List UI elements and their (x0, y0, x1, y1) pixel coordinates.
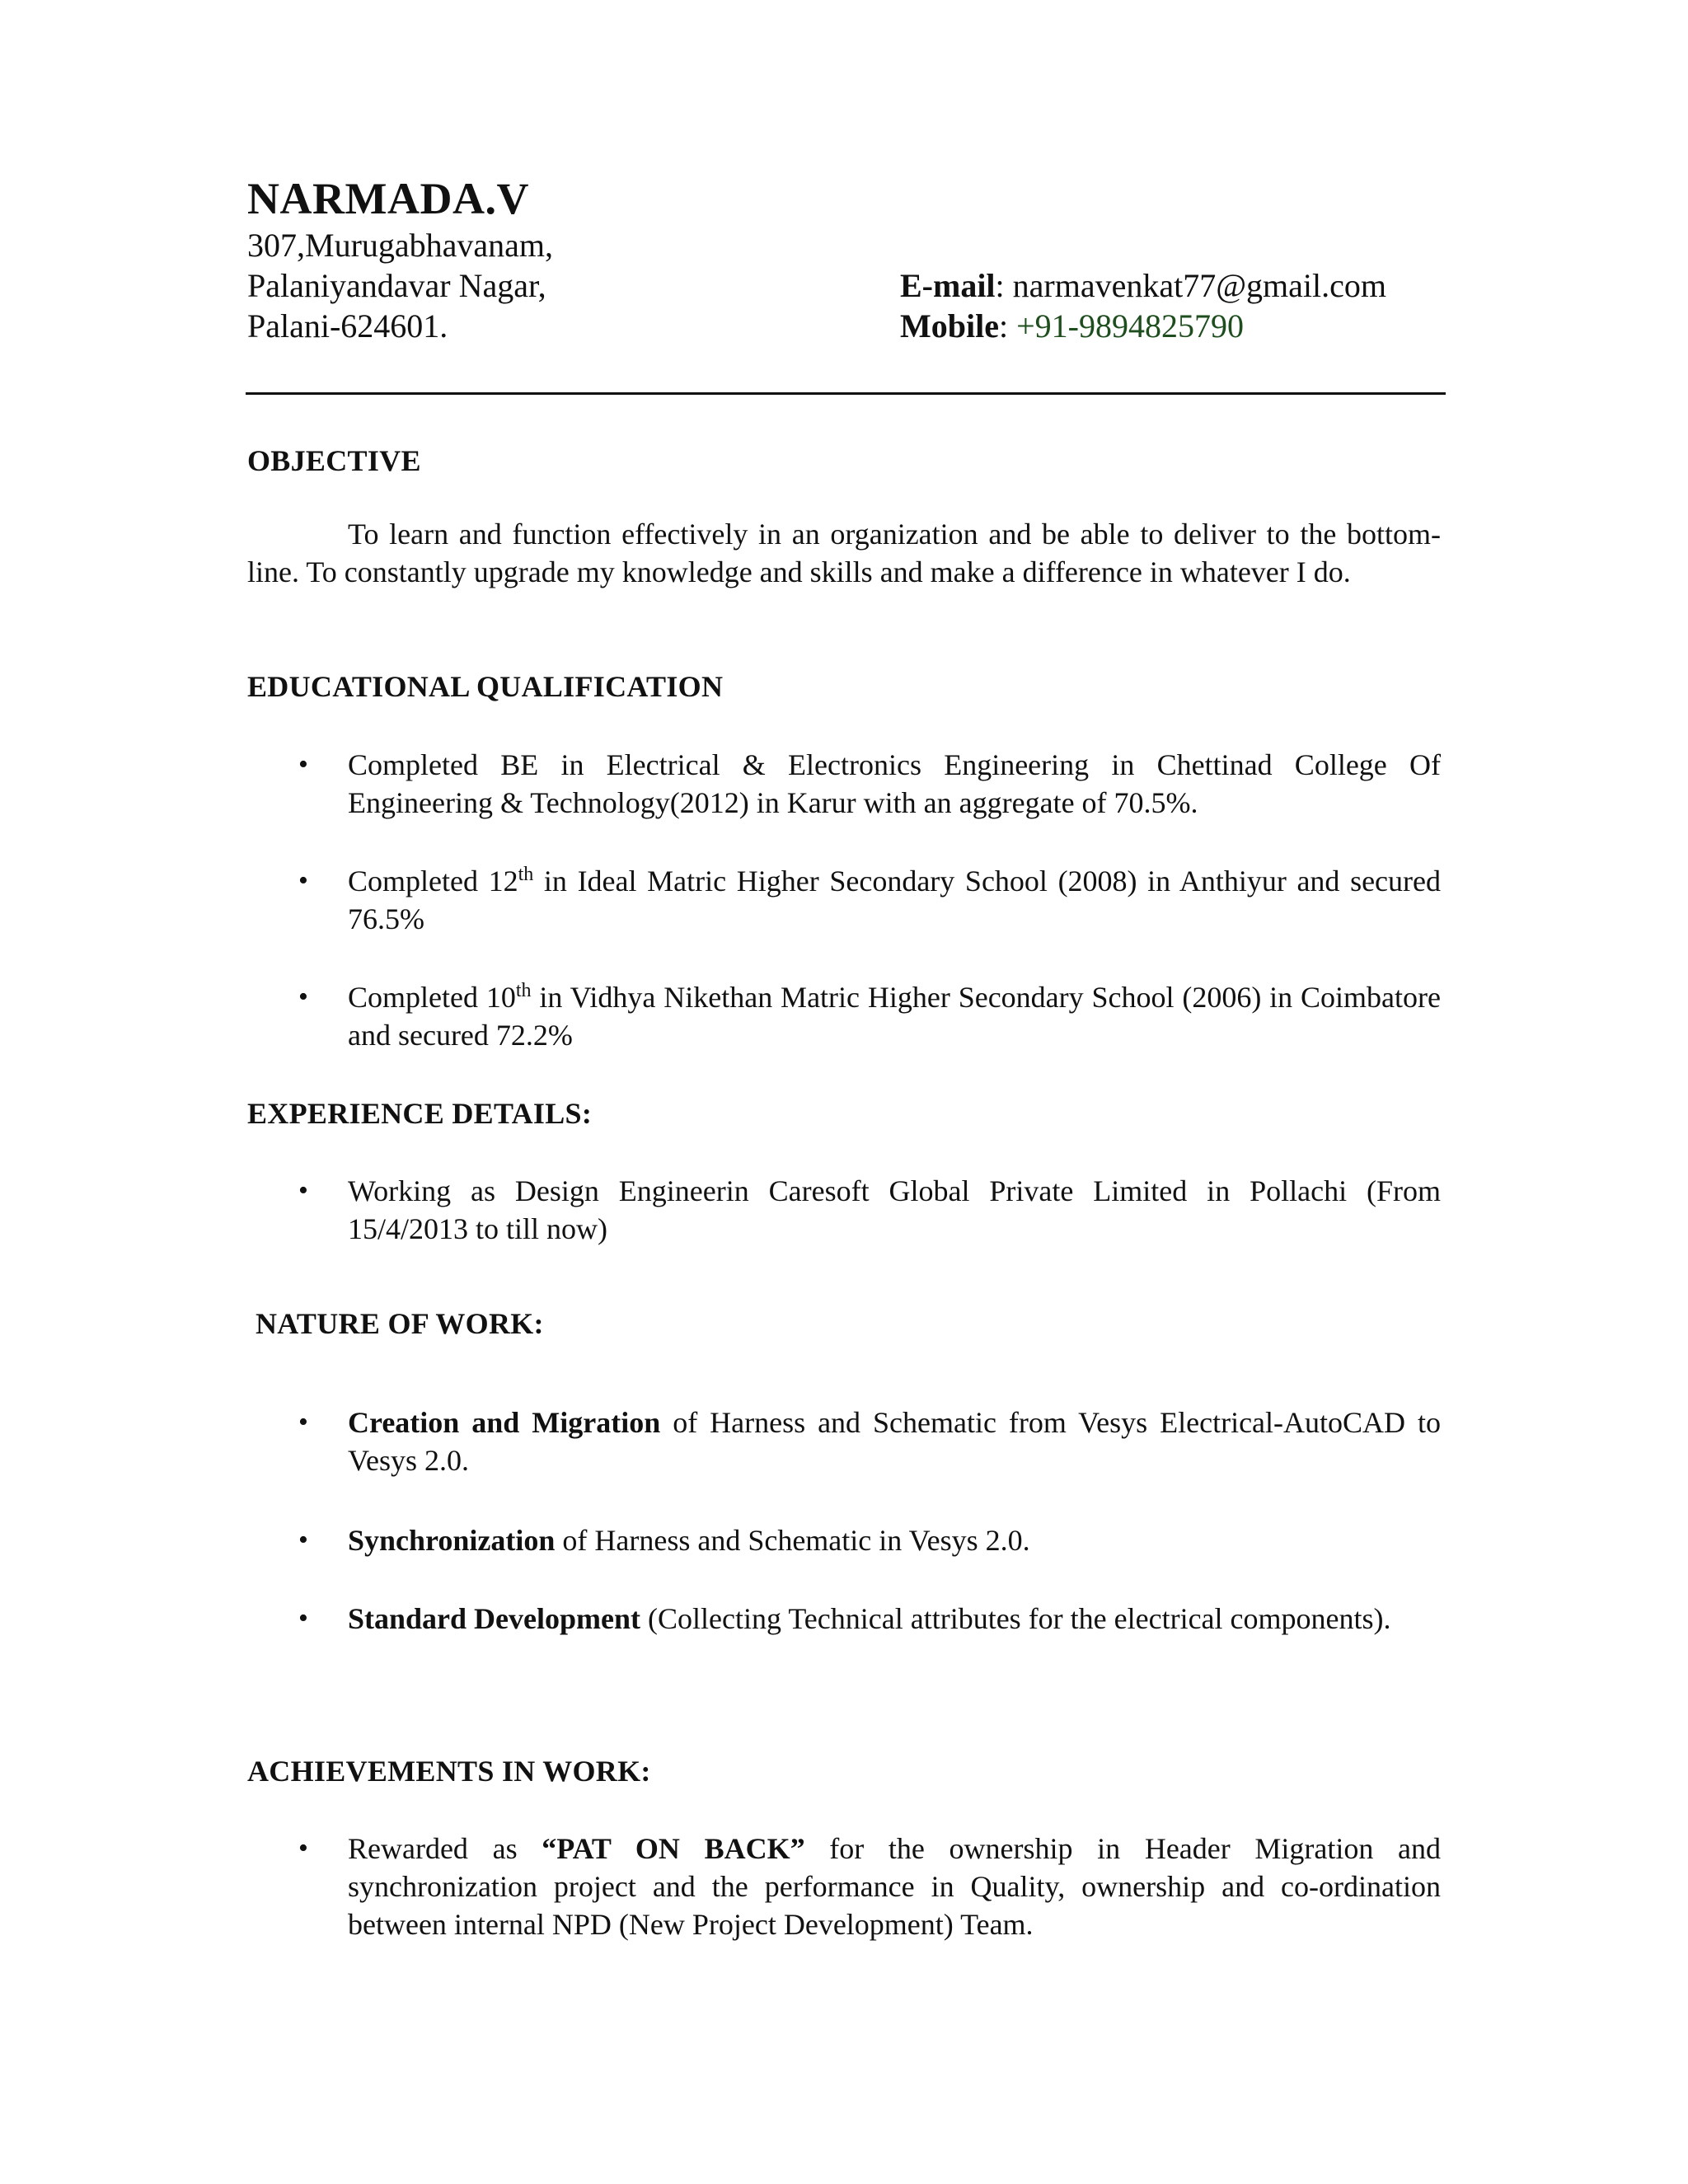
nature-item-creation (298, 1404, 1441, 1479)
achievement-text-post: for the ownership in Header Migration and synchronization project and the performance in Quality, ownership and co-ordination between internal NPD (New Project Development) Team. (348, 1832, 1442, 1941)
bullet-icon: • (298, 1407, 308, 1437)
education-item-text: Completed BE in Electrical & Electronics Engineering in Chettinad College Of Engineering & Technology(2012) in Karur with an aggregate of 70.5%. (348, 748, 1441, 819)
email-line (900, 266, 1386, 306)
education-item-text-pre: Completed 12 (348, 865, 518, 898)
bullet-icon: • (298, 1833, 308, 1863)
address-line-3: Palani-624601. (247, 307, 448, 344)
education-item-10th (298, 978, 1441, 1054)
nature-item-title: Creation and Migration (348, 1406, 661, 1439)
achievement-item (298, 1830, 1442, 1943)
ordinal-suffix: th (515, 980, 532, 1001)
bullet-icon: • (298, 1603, 308, 1633)
achievements-heading: ACHIEVEMENTS IN WORK: (247, 1755, 651, 1788)
bullet-icon: • (298, 1525, 308, 1555)
education-item-text-post: in Ideal Matric Higher Secondary School (2008) in Anthiyur and secured 76.5% (348, 865, 1442, 935)
mobile-line (900, 307, 1244, 346)
candidate-name: NARMADA.V (247, 174, 529, 223)
header-divider (246, 392, 1446, 395)
education-item-12th (298, 862, 1442, 938)
nature-item-title: Standard Development (348, 1602, 641, 1635)
education-heading: EDUCATIONAL QUALIFICATION (247, 670, 724, 703)
nature-item-text: of Harness and Schematic from Vesys Electrical-AutoCAD to Vesys 2.0. (348, 1406, 1441, 1477)
nature-item-synchronization (298, 1521, 1441, 1559)
bullet-icon: • (298, 749, 308, 780)
objective-text: To learn and function effectively in an organization and be able to deliver to the bottom-line. To constantly upgrade my knowledge and skills and make a difference in whatever I do. (247, 518, 1441, 588)
mobile-value: +91-9894825790 (1016, 307, 1244, 344)
mobile-separator: : (998, 307, 1017, 344)
education-item-text-post: in Vidhya Nikethan Matric Higher Secondary School (2006) in Coimbatore and secured 72.2% (348, 981, 1441, 1052)
objective-heading: OBJECTIVE (247, 444, 421, 477)
bullet-icon: • (298, 1175, 308, 1206)
achievement-text-pre: Rewarded as (348, 1832, 542, 1865)
email-value: : narmavenkat77@gmail.com (995, 267, 1387, 304)
address-line-2: Palaniyandavar Nagar, (247, 267, 546, 304)
address-line-1: 307,Murugabhavanam, (247, 227, 554, 264)
education-item-text-pre: Completed 10 (348, 981, 516, 1014)
experience-item (298, 1172, 1441, 1248)
bullet-icon: • (298, 865, 308, 896)
mobile-label: Mobile (900, 307, 999, 344)
achievement-award: “PAT ON BACK” (542, 1832, 805, 1865)
education-item-be (298, 746, 1441, 822)
email-label: E-mail (900, 267, 996, 304)
nature-of-work-heading: NATURE OF WORK: (256, 1307, 544, 1340)
ordinal-suffix: th (518, 864, 534, 885)
experience-item-text: Working as Design Engineerin Caresoft Global Private Limited in Pollachi (From 15/4/2013 to till now) (348, 1174, 1441, 1245)
nature-item-text: (Collecting Technical attributes for the electrical components). (640, 1602, 1391, 1635)
nature-item-standard (298, 1600, 1441, 1638)
nature-item-text: of Harness and Schematic in Vesys 2.0. (555, 1524, 1030, 1557)
bullet-icon: • (298, 982, 308, 1012)
nature-item-title: Synchronization (348, 1524, 556, 1557)
experience-heading: EXPERIENCE DETAILS: (247, 1097, 593, 1130)
